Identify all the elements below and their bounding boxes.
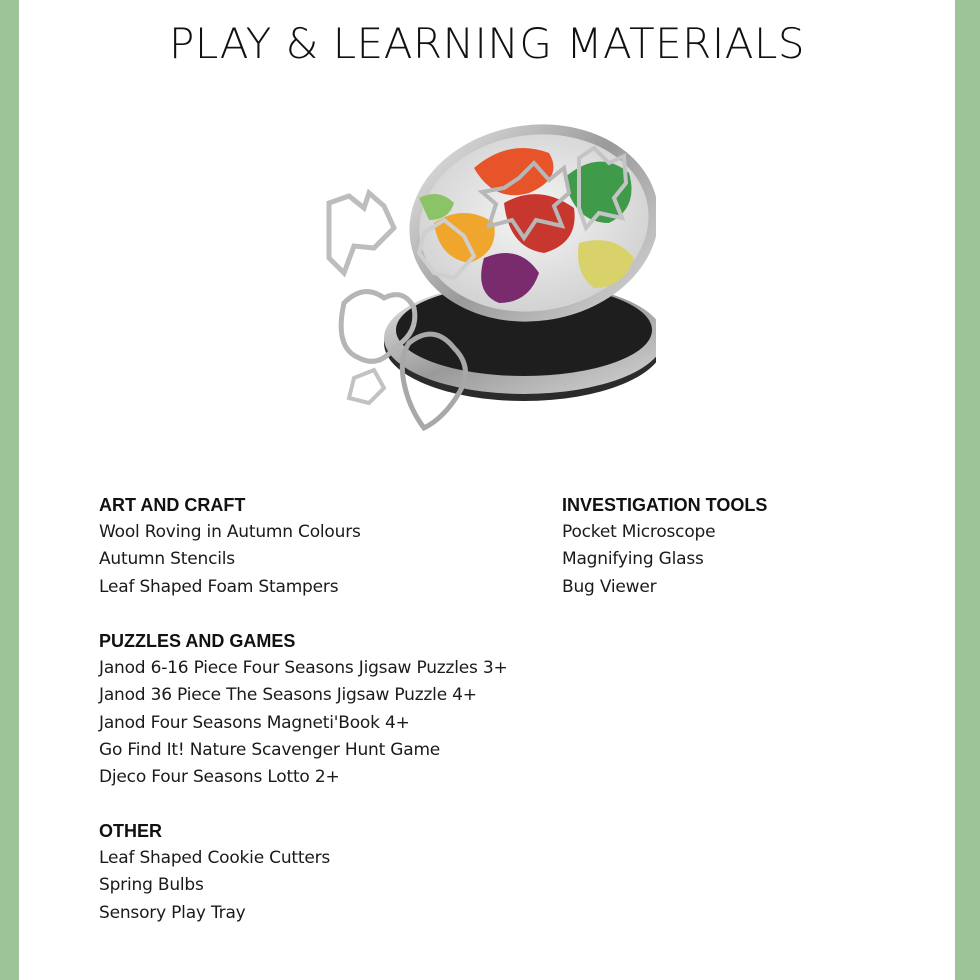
list-item: Leaf Shaped Cookie Cutters: [99, 848, 331, 868]
section-puzzles-and-games: [99, 628, 508, 791]
section-heading: OTHER: [99, 821, 162, 841]
list-item: Autumn Stencils: [99, 549, 235, 570]
list-item: Janod 36 Piece The Seasons Jigsaw Puzzle 4+: [99, 685, 477, 706]
list-item: Leaf Shaped Foam Stampers: [99, 576, 339, 597]
list-item: Pocket Microscope: [562, 522, 716, 542]
section-heading: INVESTIGATION TOOLS: [562, 495, 768, 515]
list-item: Spring Bulbs: [99, 875, 204, 896]
section-other: [99, 818, 330, 927]
item-list: [99, 519, 361, 601]
list-item: Wool Roving in Autumn Colours: [99, 522, 361, 542]
page-title: PLAY & LEARNING MATERIALS: [169, 19, 805, 68]
list-item: Magnifying Glass: [562, 549, 704, 570]
list-item: Janod 6-16 Piece Four Seasons Jigsaw Puzzles 3+: [99, 658, 508, 678]
leaf-cookie-cutter-tin-image: [324, 108, 656, 448]
list-item: Djeco Four Seasons Lotto 2+: [99, 767, 340, 788]
list-item: Janod Four Seasons Magneti'Book 4+: [99, 712, 410, 733]
page: [19, 0, 955, 980]
section-heading: PUZZLES AND GAMES: [99, 631, 296, 651]
list-item: Go Find It! Nature Scavenger Hunt Game: [99, 739, 441, 760]
item-list: [562, 519, 767, 601]
list-item: Bug Viewer: [562, 576, 657, 597]
section-investigation-tools: [562, 492, 767, 601]
list-item: Sensory Play Tray: [99, 902, 246, 923]
item-list: [99, 845, 330, 927]
item-list: [99, 655, 508, 791]
section-art-and-craft: [99, 492, 361, 601]
section-heading: ART AND CRAFT: [99, 495, 246, 515]
